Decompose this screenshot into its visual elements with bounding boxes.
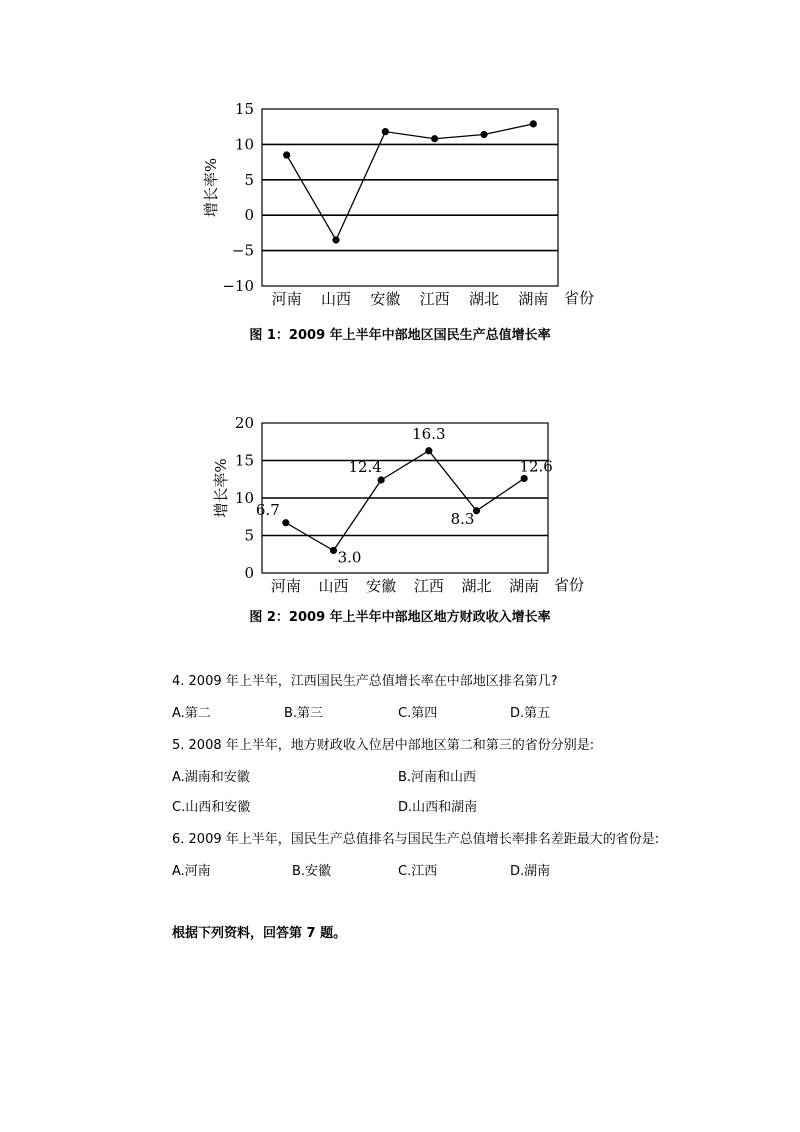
y-axis-label: 增长率% bbox=[202, 157, 220, 218]
x-tick-label: 安徽 bbox=[366, 577, 397, 595]
y-tick-label: 10 bbox=[234, 489, 254, 507]
data-label: 3.0 bbox=[337, 548, 362, 567]
data-label: 8.3 bbox=[450, 509, 475, 528]
data-point bbox=[431, 135, 438, 142]
y-tick-label: −5 bbox=[231, 241, 254, 260]
question-4: 4. 2009 年上半年，江西国民生产总值增长率在中部地区排名第几? bbox=[172, 674, 558, 689]
y-tick-label: −10 bbox=[222, 277, 254, 295]
x-tick-label: 湖南 bbox=[518, 290, 549, 308]
q4-option-a[interactable]: A.第二 bbox=[172, 706, 211, 721]
x-tick-label: 江西 bbox=[413, 577, 444, 595]
x-tick-label: 山西 bbox=[318, 577, 349, 595]
x-tick-label: 江西 bbox=[419, 290, 450, 308]
question-6: 6. 2009 年上半年，国民生产总值排名与国民生产总值增长率排名差距最大的省份是: bbox=[172, 832, 660, 847]
x-tick-label: 河南 bbox=[271, 290, 302, 308]
q5-option-c[interactable]: C.山西和安徽 bbox=[172, 800, 251, 815]
x-axis-label: 省份 bbox=[564, 289, 595, 307]
q6-option-a[interactable]: A.河南 bbox=[172, 864, 211, 879]
q5-option-a[interactable]: A.湖南和安徽 bbox=[172, 770, 250, 785]
data-point bbox=[521, 475, 528, 482]
data-label: 12.6 bbox=[519, 457, 553, 476]
y-axis-label: 增长率% bbox=[212, 458, 230, 518]
x-tick-label: 河南 bbox=[270, 577, 301, 595]
x-tick-label: 湖南 bbox=[509, 577, 540, 595]
q5-option-b[interactable]: B.河南和山西 bbox=[398, 770, 477, 785]
y-tick-label: 0 bbox=[244, 206, 254, 225]
data-label: 6.7 bbox=[255, 500, 280, 519]
data-point bbox=[382, 128, 389, 135]
chart-fiscal-growth bbox=[212, 414, 584, 595]
y-tick-label: 5 bbox=[244, 170, 254, 189]
data-point bbox=[378, 476, 385, 483]
q4-option-d[interactable]: D.第五 bbox=[510, 706, 551, 721]
data-point bbox=[330, 547, 337, 554]
chart2-caption: 图 2：2009 年上半年中部地区地方财政收入增长率 bbox=[249, 610, 551, 625]
data-point bbox=[425, 447, 432, 454]
q4-option-b[interactable]: B.第三 bbox=[284, 706, 324, 721]
y-tick-label: 5 bbox=[244, 526, 254, 545]
data-point bbox=[480, 131, 487, 138]
data-point bbox=[282, 519, 289, 526]
q6-option-d[interactable]: D.湖南 bbox=[510, 864, 551, 879]
series-line bbox=[287, 124, 534, 240]
data-point bbox=[530, 120, 537, 127]
x-tick-label: 山西 bbox=[320, 290, 352, 308]
chart1-caption: 图 1：2009 年上半年中部地区国民生产总值增长率 bbox=[249, 328, 551, 343]
question-5: 5. 2008 年上半年，地方财政收入位居中部地区第二和第三的省份分别是: bbox=[172, 738, 595, 753]
data-label: 12.4 bbox=[348, 458, 382, 476]
data-label: 16.3 bbox=[412, 424, 446, 443]
data-point bbox=[283, 151, 290, 158]
data-point bbox=[332, 236, 339, 243]
y-tick-label: 0 bbox=[244, 564, 254, 582]
y-tick-label: 20 bbox=[234, 414, 254, 432]
y-tick-label: 15 bbox=[234, 100, 254, 118]
x-axis-label: 省份 bbox=[554, 576, 585, 594]
x-tick-label: 湖北 bbox=[468, 290, 500, 308]
x-tick-label: 安徽 bbox=[370, 290, 401, 308]
q6-option-b[interactable]: B.安徽 bbox=[292, 864, 332, 879]
y-tick-label: 15 bbox=[234, 451, 254, 470]
x-tick-label: 湖北 bbox=[461, 577, 492, 595]
instruction-text: 根据下列资料，回答第 7 题。 bbox=[172, 926, 347, 941]
chart-gdp-growth bbox=[202, 100, 594, 308]
y-tick-label: 10 bbox=[234, 135, 254, 154]
q4-option-c[interactable]: C.第四 bbox=[398, 706, 438, 721]
q5-option-d[interactable]: D.山西和湖南 bbox=[398, 800, 478, 815]
q6-option-c[interactable]: C.江西 bbox=[398, 864, 438, 879]
